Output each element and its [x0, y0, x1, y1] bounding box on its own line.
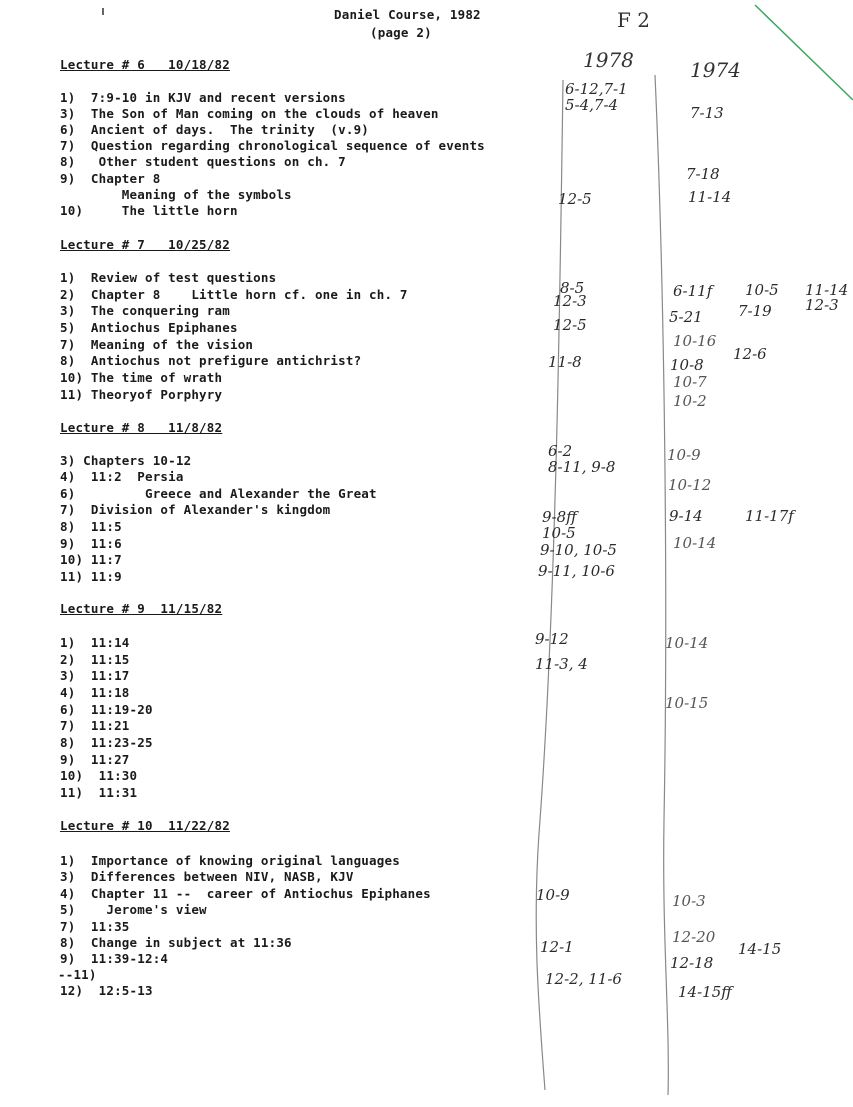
lecture-item: 4) 11:18: [60, 685, 130, 700]
annotation-1978: 12-3: [553, 292, 587, 310]
lecture-item: Meaning of the symbols: [60, 187, 292, 202]
lecture-item: 7) Question regarding chronological sequence of events: [60, 138, 485, 153]
annotation-1974: 5-21: [669, 308, 703, 326]
annotation-1978: 9-10, 10-5: [540, 541, 617, 559]
annotation-1978: 12-2, 11-6: [545, 970, 622, 988]
annotation-1974: 12-3: [805, 296, 839, 314]
lecture-item: 4) Chapter 11 -- career of Antiochus Epiphanes: [60, 886, 431, 901]
annotation-1974: 10-7: [673, 373, 707, 391]
lecture-item: 7) 11:35: [60, 919, 130, 934]
annotation-1978: 8-5: [560, 279, 585, 297]
lecture-item: 9) Chapter 8: [60, 171, 161, 186]
lecture-item: 3) The Son of Man coming on the clouds of heaven: [60, 106, 439, 121]
annotation-1974: 10-14: [665, 634, 709, 652]
annotation-1974: 10-15: [665, 694, 709, 712]
annotation-1978: 12-1: [540, 938, 574, 956]
annotation-1974: 10-9: [667, 446, 701, 464]
lecture-item: 8) Antiochus not prefigure antichrist?: [60, 353, 362, 368]
lecture-item: 3) Differences between NIV, NASB, KJV: [60, 869, 354, 884]
lecture-item: 2) 11:15: [60, 652, 130, 667]
lecture-item: 5) Jerome's view: [60, 902, 207, 917]
lecture-item: 12) 12:5-13: [60, 983, 153, 998]
lecture-item: --11): [58, 967, 97, 982]
column-header-1978: 1978: [583, 48, 634, 72]
lecture-item: 3) The conquering ram: [60, 303, 230, 318]
lecture-item: 1) 11:14: [60, 635, 130, 650]
lecture-item: 8) Other student questions on ch. 7: [60, 154, 346, 169]
annotation-1974: 9-14: [669, 507, 703, 525]
lecture-item: 5) Antiochus Epiphanes: [60, 320, 238, 335]
annotation-1978: 12-5: [553, 316, 587, 334]
lecture-item: 9) 11:27: [60, 752, 130, 767]
lecture-heading: Lecture # 10 11/22/82: [60, 818, 230, 833]
page-title: Daniel Course, 1982: [334, 7, 481, 22]
lecture-item: 9) 11:6: [60, 536, 122, 551]
annotation-1974: 10-12: [668, 476, 712, 494]
lecture-item: 3) 11:17: [60, 668, 130, 683]
lecture-item: 10) The time of wrath: [60, 370, 223, 385]
annotation-1974: 12-20: [672, 928, 716, 946]
annotation-1974: 12-18: [670, 954, 714, 972]
annotation-1974: 7-13: [690, 104, 724, 122]
annotation-1978: 9-11, 10-6: [538, 562, 615, 580]
lecture-item: 9) 11:39-12:4: [60, 951, 169, 966]
lecture-item: 8) 11:23-25: [60, 735, 153, 750]
lecture-item: 6) 11:19-20: [60, 702, 153, 717]
annotation-1974: 7-19: [738, 302, 772, 320]
annotation-1978: 8-11, 9-8: [548, 458, 616, 476]
lecture-item: 1) Review of test questions: [60, 270, 277, 285]
lecture-item: 3) Chapters 10-12: [60, 453, 192, 468]
lecture-heading: Lecture # 6 10/18/82: [60, 57, 230, 72]
annotation-1978: 5-4,7-4: [565, 96, 619, 114]
corner-mark: [755, 5, 853, 100]
lecture-heading: Lecture # 9 11/15/82: [60, 601, 223, 616]
annotation-1974: 14-15ff: [678, 983, 732, 1001]
lecture-item: 6) Greece and Alexander the Great: [60, 486, 377, 501]
annotation-1974: 12-6: [733, 345, 767, 363]
lecture-item: 4) 11:2 Persia: [60, 469, 184, 484]
annotation-1978: 11-3, 4: [535, 655, 588, 673]
annotation-1974: 10-2: [673, 392, 707, 410]
file-mark: F 2: [617, 8, 650, 32]
lecture-item: 11) 11:9: [60, 569, 122, 584]
lecture-item: 6) Ancient of days. The trinity (v.9): [60, 122, 370, 137]
lecture-item: 11) Theoryof Porphyry: [60, 387, 223, 402]
page-number: (page 2): [370, 25, 432, 40]
annotation-1978: 12-5: [558, 190, 592, 208]
lecture-item: 8) Change in subject at 11:36: [60, 935, 292, 950]
annotation-1978: 6-2: [548, 442, 573, 460]
annotation-1974: 11-17f: [745, 507, 794, 525]
lecture-item: 11) 11:31: [60, 785, 138, 800]
lecture-heading: Lecture # 8 11/8/82: [60, 420, 223, 435]
annotation-1978: 9-8ff: [542, 508, 577, 526]
annotation-1978: 10-9: [536, 886, 570, 904]
annotation-1978: 10-5: [542, 524, 576, 542]
annotation-1974: 10-8: [670, 356, 704, 374]
column-header-1974: 1974: [690, 58, 741, 82]
annotation-1974: 14-15: [738, 940, 782, 958]
lecture-item: 7) Division of Alexander's kingdom: [60, 502, 331, 517]
annotation-1978: 9-12: [535, 630, 569, 648]
lecture-item: 2) Chapter 8 Little horn cf. one in ch. 7: [60, 287, 408, 302]
annotation-1974: 11-14: [688, 188, 732, 206]
lecture-item: 1) 7:9-10 in KJV and recent versions: [60, 90, 346, 105]
lecture-item: 7) 11:21: [60, 718, 130, 733]
lecture-item: 1) Importance of knowing original languages: [60, 853, 400, 868]
annotation-1974: 6-11f: [673, 282, 713, 300]
lecture-item: 10) 11:30: [60, 768, 138, 783]
annotation-1974: 11-14: [805, 281, 849, 299]
annotation-1978: 6-12,7-1: [565, 80, 628, 98]
lecture-heading: Lecture # 7 10/25/82: [60, 237, 230, 252]
annotation-1974: 10-5: [745, 281, 779, 299]
lecture-item: 7) Meaning of the vision: [60, 337, 254, 352]
annotation-1974: 7-18: [686, 165, 720, 183]
annotation-1974: 10-16: [673, 332, 717, 350]
lecture-item: 8) 11:5: [60, 519, 122, 534]
annotation-1974: 10-3: [672, 892, 706, 910]
lecture-item: 10) 11:7: [60, 552, 122, 567]
annotation-1974: 10-14: [673, 534, 717, 552]
lecture-item: 10) The little horn: [60, 203, 238, 218]
annotation-1978: 11-8: [548, 353, 582, 371]
